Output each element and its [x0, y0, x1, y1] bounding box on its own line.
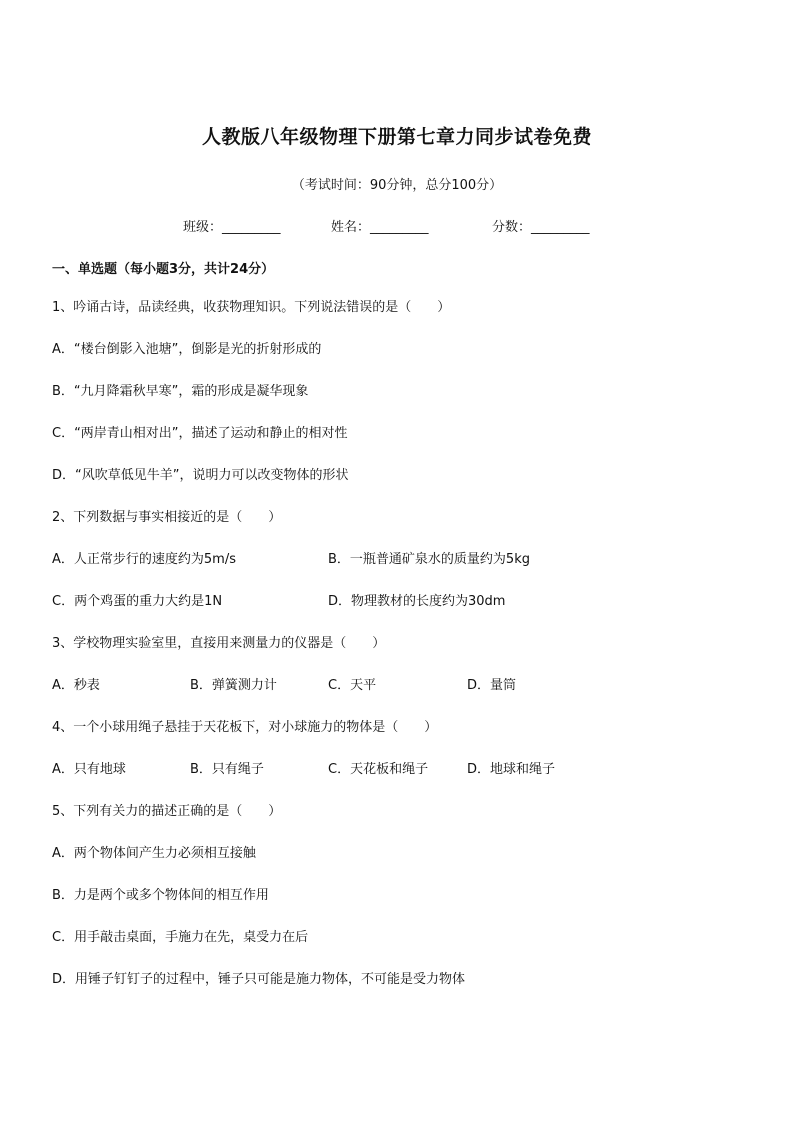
score-field: 分数：_________ — [492, 220, 590, 235]
question-2-option-b: B．一瓶普通矿泉水的质量约为5kg — [328, 552, 530, 567]
question-4-stem: 4、一个小球用绳子悬挂于天花板下，对小球施力的物体是（ ） — [52, 720, 438, 735]
question-2-stem: 2、下列数据与事实相接近的是（ ） — [52, 510, 282, 525]
student-info-row — [0, 216, 794, 236]
section-heading: 一、单选题（每小题3分，共计24分） — [52, 262, 275, 277]
question-1-option-c: C．“两岸青山相对出”，描述了运动和静止的相对性 — [52, 426, 348, 441]
class-field: 班级：_________ — [183, 220, 281, 235]
question-4-option-b: B．只有绳子 — [190, 762, 264, 777]
question-1-stem: 1、吟诵古诗，品读经典，收获物理知识。下列说法错误的是（ ） — [52, 300, 451, 315]
name-field: 姓名：_________ — [331, 220, 429, 235]
question-4-option-a: A．只有地球 — [52, 762, 126, 777]
question-3-option-a: A．秒表 — [52, 678, 100, 693]
question-5-option-d: D．用锤子钉钉子的过程中，锤子只可能是施力物体，不可能是受力物体 — [52, 972, 466, 987]
question-5-stem: 5、下列有关力的描述正确的是（ ） — [52, 804, 282, 819]
question-2-option-c: C．两个鸡蛋的重力大约是1N — [52, 594, 223, 609]
exam-duration-note: （考试时间：90分钟，总分100分） — [291, 178, 503, 193]
question-3-option-d: D．量筒 — [467, 678, 517, 693]
question-1-option-a: A．“楼台倒影入池塘”，倒影是光的折射形成的 — [52, 342, 322, 357]
question-1-option-b: B．“九月降霜秋早寒”，霜的形成是凝华现象 — [52, 384, 309, 399]
question-4-option-d: D．地球和绳子 — [467, 762, 556, 777]
question-2-option-a: A．人正常步行的速度约为5m/s — [52, 552, 236, 567]
question-5-option-b: B．力是两个或多个物体间的相互作用 — [52, 888, 269, 903]
question-3-stem: 3、学校物理实验室里，直接用来测量力的仪器是（ ） — [52, 636, 386, 651]
question-5-option-a: A．两个物体间产生力必须相互接触 — [52, 846, 256, 861]
question-2-option-d: D．物理教材的长度约为30dm — [328, 594, 506, 609]
question-4-option-c: C．天花板和绳子 — [328, 762, 429, 777]
question-1-option-d: D．“风吹草低见牛羊”，说明力可以改变物体的形状 — [52, 468, 349, 483]
page-title: 人教版八年级物理下册第七章力同步试卷免费 — [201, 126, 592, 148]
question-5-option-c: C．用手敲击桌面，手施力在先，桌受力在后 — [52, 930, 309, 945]
question-3-option-c: C．天平 — [328, 678, 377, 693]
question-3-option-b: B．弹簧测力计 — [190, 678, 277, 693]
